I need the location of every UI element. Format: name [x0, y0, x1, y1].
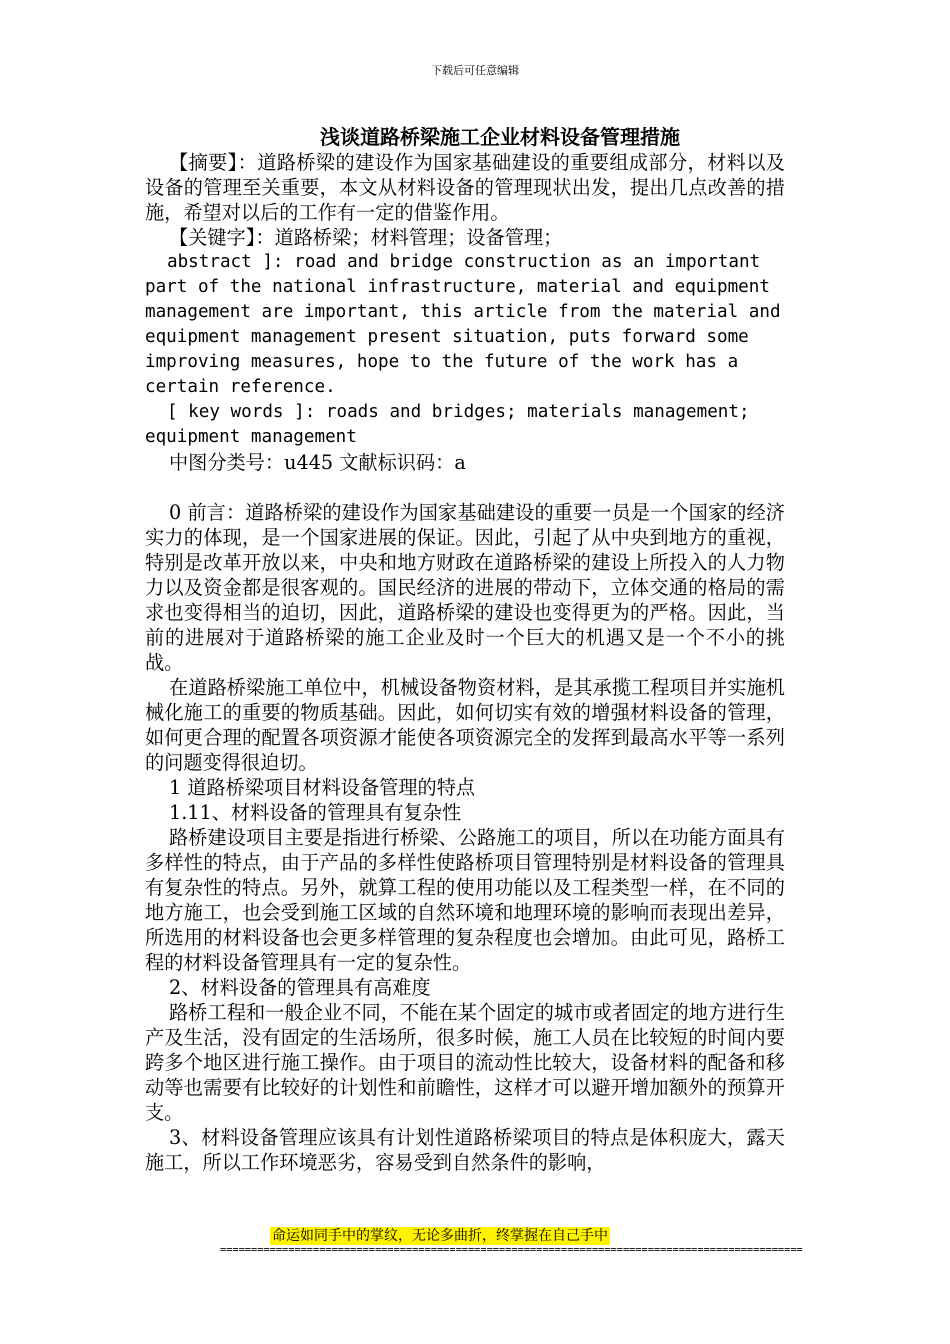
- document-body: [145, 150, 785, 1175]
- abstract-en: abstract ]: road and bridge construction as an important part of the national infrastructure, material and equipment management are important, this article from the material and equipment management present situation, puts forward some improving measures, hope to the future of the work has a certain reference.: [145, 252, 781, 397]
- body-paragraph: 在道路桥梁施工单位中，机械设备物资材料，是其承揽工程项目并实施机械化施工的重要的物质基础。因此，如何切实有效的增强材料设备的管理，如何更合理的配置各项资源才能使各项资源完全的发挥到最高水平等一系列的问题变得很迫切。: [145, 676, 785, 774]
- document-title: 浅谈道路桥梁施工企业材料设备管理措施: [320, 125, 680, 149]
- abstract-cn: 【摘要】：道路桥梁的建设作为国家基础建设的重要组成部分，材料以及设备的管理至关重要，本文从材料设备的管理现状出发，提出几点改善的措施，希望对以后的工作有一定的借鉴作用。: [145, 151, 785, 224]
- classification-line: 中图分类号：u445 文献标识码：a: [169, 451, 466, 474]
- keywords-en: [ key words ]: roads and bridges; materials management; equipment management: [145, 402, 750, 447]
- body-paragraph: 路桥建设项目主要是指进行桥梁、公路施工的项目，所以在功能方面具有多样性的特点，由于产品的多样性使路桥项目管理特别是材料设备的管理具有复杂性的特点。另外，就算工程的使用功能以及工程类型一样，在不同的地方施工，也会受到施工区域的自然环境和地理环境的影响而表现出差异，所选用的材料设备也会更多样管理的复杂程度也会增加。由此可见，路桥工程的材料设备管理具有一定的复杂性。: [145, 826, 785, 974]
- body-paragraph: 路桥工程和一般企业不同，不能在某个固定的城市或者固定的地方进行生产及生活，没有固定的生活场所，很多时候，施工人员在比较短的时间内要跨多个地区进行施工操作。由于项目的流动性比较大，设备材料的配备和移动等也需要有比较好的计划性和前瞻性，这样才可以避开增加额外的预算开支。: [145, 1001, 785, 1124]
- footer-motto: 命运如同手中的掌纹，无论多曲折，终掌握在自己手中: [272, 1228, 608, 1244]
- footer-divider: ==============================================================================================: [220, 1244, 803, 1256]
- header-note: 下载后可任意编辑: [431, 64, 519, 77]
- keywords-cn: 【关键字】：道路桥梁；材料管理；设备管理；: [169, 226, 563, 249]
- blank-line: [145, 475, 785, 500]
- body-paragraph: 3、材料设备管理应该具有计划性道路桥梁项目的特点是体积庞大，露天施工，所以工作环境恶劣，容易受到自然条件的影响，: [145, 1126, 785, 1174]
- subsection-heading: 1.11、材料设备的管理具有复杂性: [169, 801, 462, 824]
- subsection-heading: 2、材料设备的管理具有高难度: [169, 976, 431, 999]
- preface-paragraph: 0 前言：道路桥梁的建设作为国家基础建设的重要一员是一个国家的经济实力的体现，是一个国家进展的保证。因此，引起了从中央到地方的重视，特别是改革开放以来，中央和地方财政在道路桥梁的建设上所投入的人力物力以及资金都是很客观的。国民经济的进展的带动下，立体交通的格局的需求也变得相当的迫切，因此，道路桥梁的建设也变得更为的严格。因此，当前的进展对于道路桥梁的施工企业及时一个巨大的机遇又是一个不小的挑战。: [145, 501, 785, 674]
- section-heading: 1 道路桥梁项目材料设备管理的特点: [169, 776, 476, 799]
